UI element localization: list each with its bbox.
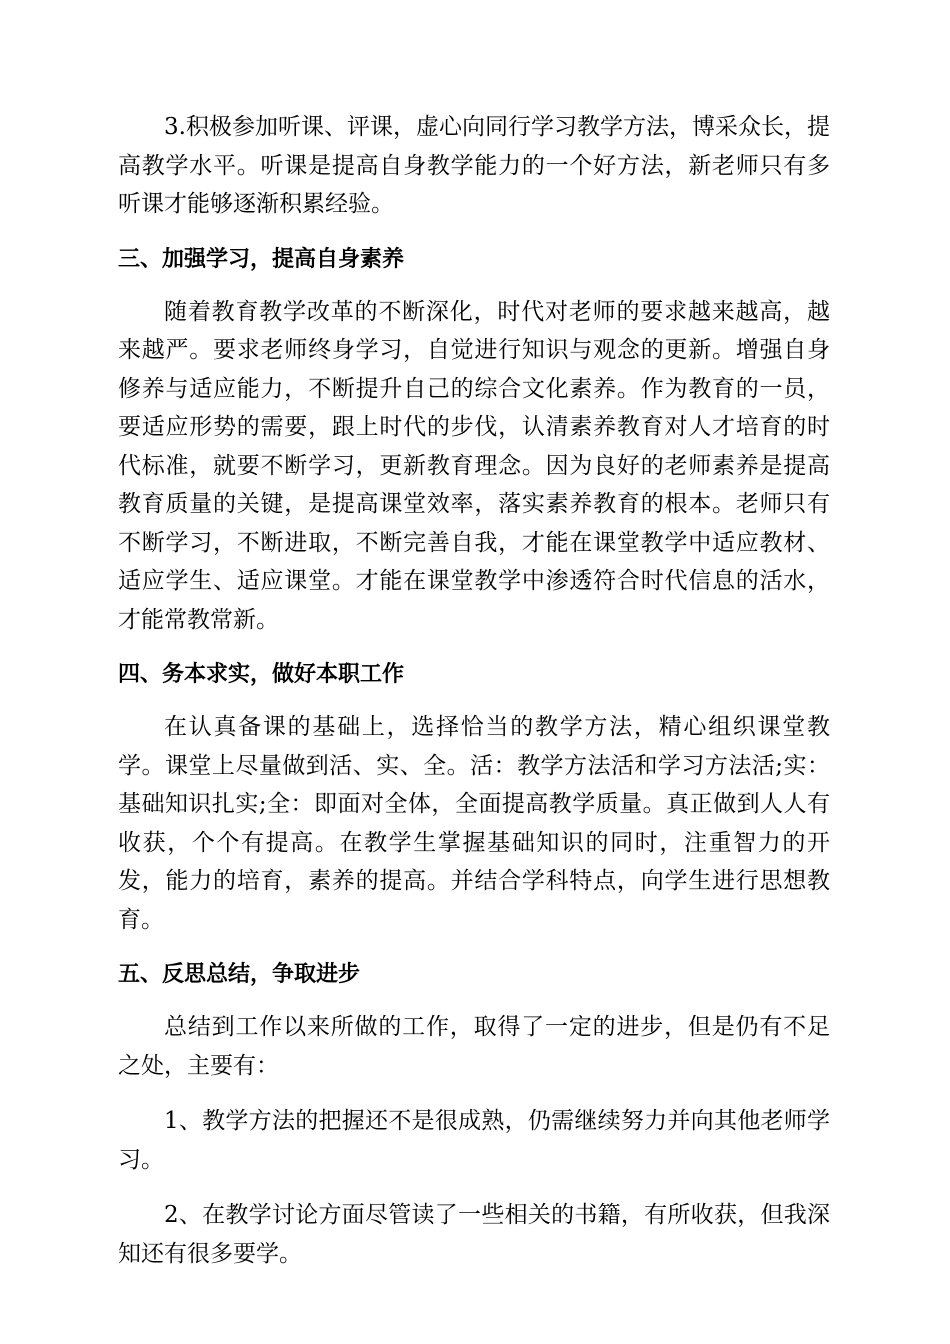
paragraph-section-5-item-1: 1、教学方法的把握还不是很成熟，仍需继续努力并向其他老师学习。 <box>118 1108 830 1173</box>
paragraph-section-5-intro: 总结到工作以来所做的工作，取得了一定的进步，但是仍有不足之处，主要有： <box>118 1014 830 1079</box>
paragraph-listening-lessons: 3.积极参加听课、评课，虚心向同行学习教学方法，博采众长，提高教学水平。听课是提高自身教学能力的一个好方法，新老师只有多听课才能够逐渐积累经验。 <box>118 114 830 217</box>
section-heading-5: 五、反思总结，争取进步 <box>118 962 361 987</box>
paragraph-section-4: 在认真备课的基础上，选择恰当的教学方法，精心组织课堂教学。课堂上尽量做到活、实、全。活：教学方法活和学习方法活;实：基础知识扎实;全：即面对全体，全面提高教学质量。真正做到人人有收获，个个有提高。在教学生掌握基础知识的同时，注重智力的开发，能力的培育，素养的提高。并结合学科特点，向学生进行思想教育。 <box>118 714 830 933</box>
section-heading-4: 四、务本求实，做好本职工作 <box>118 662 405 687</box>
paragraph-section-3: 随着教育教学改革的不断深化，时代对老师的要求越来越高，越来越严。要求老师终身学习，自觉进行知识与观念的更新。增强自身修养与适应能力，不断提升自己的综合文化素养。作为教育的一员，要适应形势的需要，跟上时代的步伐，认清素养教育对人才培育的时代标准，就要不断学习，更新教育理念。因为良好的老师素养是提高教育质量的关键，是提高课堂效率，落实素养教育的根本。老师只有不断学习，不断进取，不断完善自我，才能在课堂教学中适应教材、适应学生、适应课堂。才能在课堂教学中渗透符合时代信息的活水，才能常教常新。 <box>118 298 830 633</box>
document-page <box>118 108 830 1273</box>
section-heading-3: 三、加强学习，提高自身素养 <box>118 246 405 272</box>
paragraph-section-5-item-2: 2、在教学讨论方面尽管读了一些相关的书籍，有所收获，但我深知还有很多要学。 <box>118 1202 830 1267</box>
